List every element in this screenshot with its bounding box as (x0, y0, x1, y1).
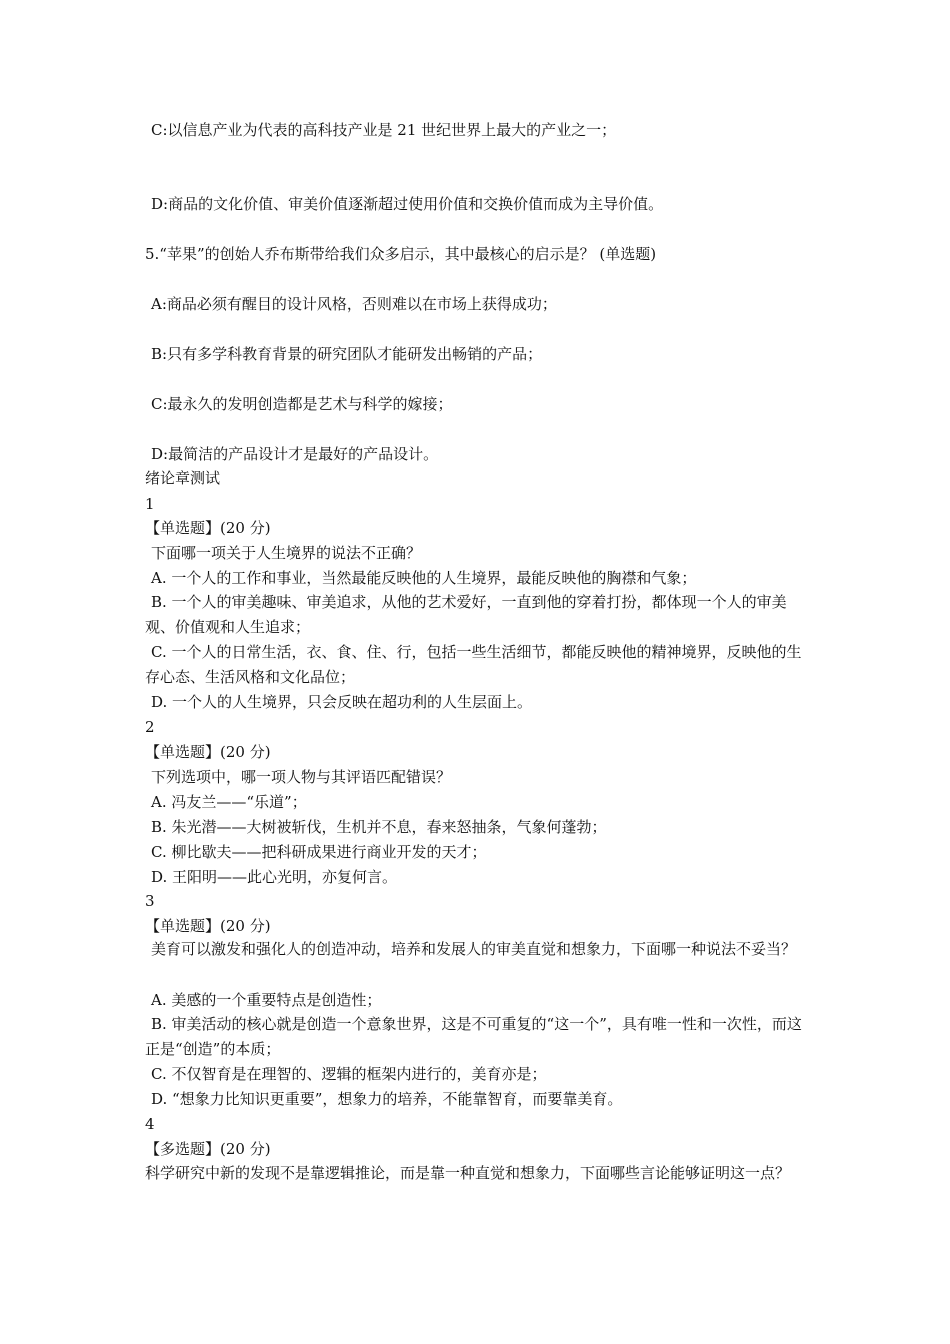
quiz-question: 科学研究中新的发现不是靠逻辑推论，而是靠一种直觉和想象力，下面哪些言论能够证明这一点？ (145, 1164, 791, 1182)
quiz-number: 4 (145, 1115, 155, 1133)
quiz-type: 【单选题】(20 分) (145, 519, 271, 537)
quiz-option-d: D. 一个人的人生境界，只会反映在超功利的人生层面上。 (151, 693, 533, 711)
quiz-question: 下面哪一项关于人生境界的说法不正确？ (151, 544, 422, 562)
quiz-number: 3 (145, 892, 155, 910)
prev-option-c: C:以信息产业为代表的高科技产业是 21 世纪世界上最大的产业之一； (151, 121, 617, 139)
quiz-option-b: B. 一个人的审美趣味、审美追求，从他的艺术爱好，一直到他的穿着打扮，都体现一个人的审美观、价值观和人生追求； (145, 593, 787, 636)
quiz-option-b: B. 审美活动的核心就是创造一个意象世界，这是不可重复的“这一个”，具有唯一性和一次性，而这正是“创造”的本质； (145, 1015, 802, 1058)
quiz-option-d: D. “想象力比知识更重要”，想象力的培养，不能靠智育，而要靠美育。 (151, 1090, 623, 1108)
quiz-option-c: C. 一个人的日常生活，衣、食、住、行，包括一些生活细节，都能反映他的精神境界，反映他的生存心态、生活风格和文化品位； (145, 643, 802, 686)
question5-title: 5.“苹果”的创始人乔布斯带给我们众多启示，其中最核心的启示是？ (单选题) (145, 245, 657, 263)
quiz-question: 美育可以激发和强化人的创造冲动，培养和发展人的审美直觉和想象力，下面哪一种说法不妥当？ (151, 940, 797, 958)
quiz-option-d: D. 王阳明——此心光明，亦复何言。 (151, 868, 398, 886)
quiz-option-a: A. 冯友兰——“乐道”； (151, 793, 307, 811)
question5-option-c: C:最永久的发明创造都是艺术与科学的嫁接； (151, 395, 453, 413)
quiz-option-a: A. 美感的一个重要特点是创造性； (151, 991, 382, 1009)
quiz-number: 1 (145, 495, 155, 513)
quiz-type: 【单选题】(20 分) (145, 917, 271, 935)
quiz-option-c: C. 不仅智育是在理智的、逻辑的框架内进行的，美育亦是； (151, 1065, 547, 1083)
quiz-option-c: C. 柳比歇夫——把科研成果进行商业开发的天才； (151, 843, 487, 861)
question5-option-d: D:最简洁的产品设计才是最好的产品设计。 (151, 445, 439, 463)
quiz-option-a: A. 一个人的工作和事业，当然最能反映他的人生境界，最能反映他的胸襟和气象； (151, 569, 697, 587)
quiz-number: 2 (145, 718, 155, 736)
question5-option-b: B:只有多学科教育背景的研究团队才能研发出畅销的产品； (151, 345, 543, 363)
question5-option-a: A:商品必须有醒目的设计风格，否则难以在市场上获得成功； (151, 295, 557, 313)
section-title: 绪论章测试 (145, 469, 221, 487)
quiz-question: 下列选项中，哪一项人物与其评语匹配错误？ (151, 768, 452, 786)
quiz-option-b: B. 朱光潜——大树被斩伐，生机并不息，春来怒抽条，气象何蓬勃； (151, 818, 607, 836)
quiz-type: 【多选题】(20 分) (145, 1140, 271, 1158)
prev-option-d: D:商品的文化价值、审美价值逐渐超过使用价值和交换价值而成为主导价值。 (151, 195, 664, 213)
quiz-type: 【单选题】(20 分) (145, 743, 271, 761)
